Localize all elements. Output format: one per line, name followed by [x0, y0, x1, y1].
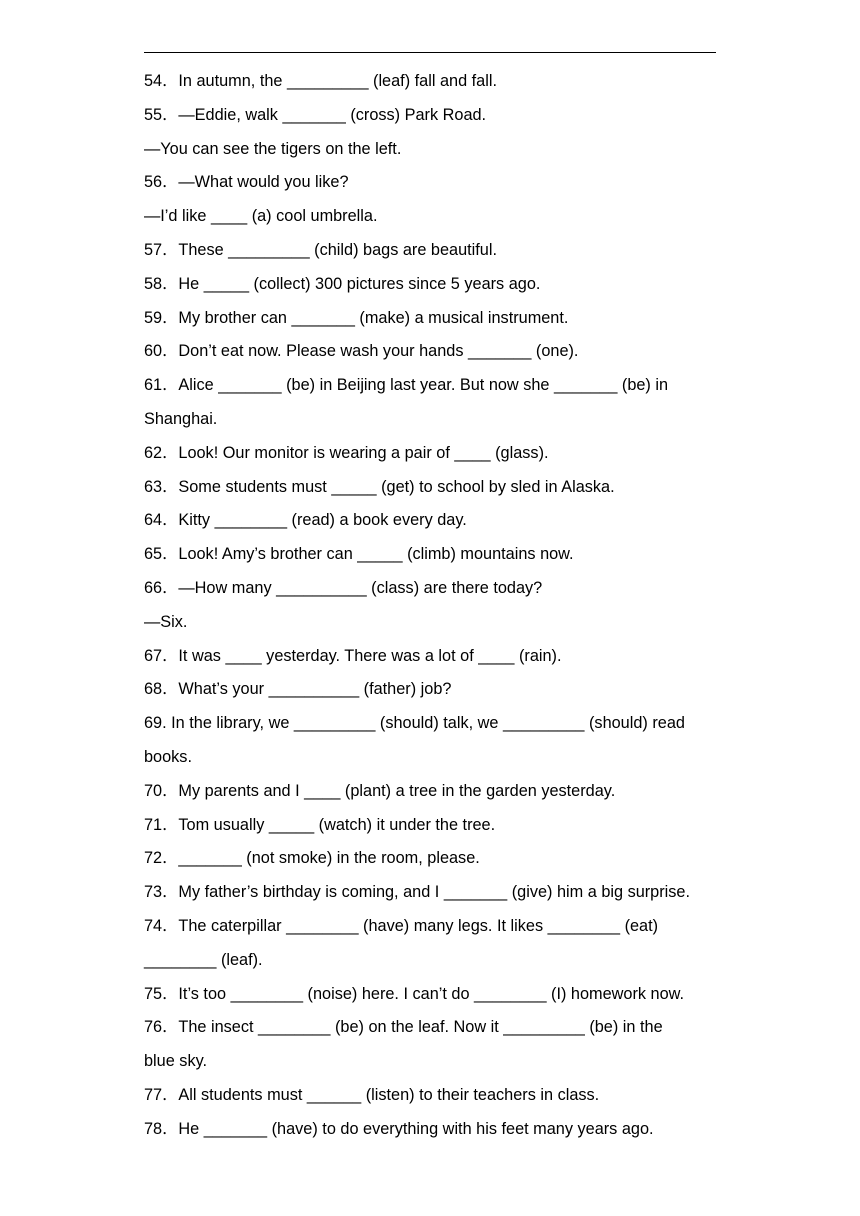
exercise-line: 77．All students must ______ (listen) to their teachers in class.	[144, 1085, 600, 1104]
exercise-line: 54．In autumn, the _________ (leaf) fall and fall.	[144, 72, 497, 90]
exercise-line: 56．—What would you like?	[144, 173, 349, 192]
exercise-line: 68．What’s your __________ (father) job?	[144, 680, 452, 699]
exercise-line: 78．He _______ (have) to do everything with his feet many years ago.	[144, 1119, 654, 1138]
exercise-line: —I’d like ____ (a) cool umbrella.	[144, 207, 378, 226]
exercise-line: 73．My father’s birthday is coming, and I _______ (give) him a big surprise.	[144, 883, 690, 902]
exercise-line: 55．—Eddie, walk _______ (cross) Park Road.	[144, 105, 487, 124]
exercise-line: —Six.	[144, 612, 188, 631]
exercise-line: blue sky.	[144, 1052, 208, 1071]
exercise-line: 66．—How many __________ (class) are there today?	[144, 578, 543, 597]
exercise-line: 70．My parents and I ____ (plant) a tree in the garden yesterday.	[144, 781, 616, 800]
exercise-line: books.	[144, 747, 192, 766]
exercise-line: ________ (leaf).	[144, 950, 263, 969]
exercise-line: 62．Look! Our monitor is wearing a pair of ____ (glass).	[144, 443, 549, 462]
exercise-list	[144, 65, 724, 1147]
exercise-line: 59．My brother can _______ (make) a musical instrument.	[144, 308, 569, 327]
exercise-line: 63．Some students must _____ (get) to school by sled in Alaska.	[144, 477, 615, 496]
exercise-line: 69. In the library, we _________ (should) talk, we _________ (should) read	[144, 714, 685, 733]
exercise-line: 61．Alice _______ (be) in Beijing last year. But now she _______ (be) in	[144, 376, 669, 395]
exercise-line: 64．Kitty ________ (read) a book every day.	[144, 511, 467, 530]
exercise-line: Shanghai.	[144, 409, 218, 428]
exercise-line: 57．These _________ (child) bags are beautiful.	[144, 240, 497, 259]
header-rule	[144, 52, 716, 53]
exercise-line: 75．It’s too ________ (noise) here. I can’t do ________ (I) homework now.	[144, 984, 685, 1003]
exercise-line: 74．The caterpillar ________ (have) many legs. It likes ________ (eat)	[144, 916, 659, 935]
exercise-line: 65．Look! Amy’s brother can _____ (climb) mountains now.	[144, 545, 574, 564]
exercise-line: 60．Don’t eat now. Please wash your hands _______ (one).	[144, 342, 579, 361]
exercise-line: —You can see the tigers on the left.	[144, 139, 402, 158]
exercise-line: 58．He _____ (collect) 300 pictures since 5 years ago.	[144, 274, 541, 293]
exercise-line: 76．The insect ________ (be) on the leaf. Now it _________ (be) in the	[144, 1018, 663, 1037]
exercise-line: 72．_______ (not smoke) in the room, please.	[144, 849, 480, 868]
exercise-line: 67．It was ____ yesterday. There was a lot of ____ (rain).	[144, 646, 562, 665]
exercise-line: 71．Tom usually _____ (watch) it under the tree.	[144, 815, 496, 834]
